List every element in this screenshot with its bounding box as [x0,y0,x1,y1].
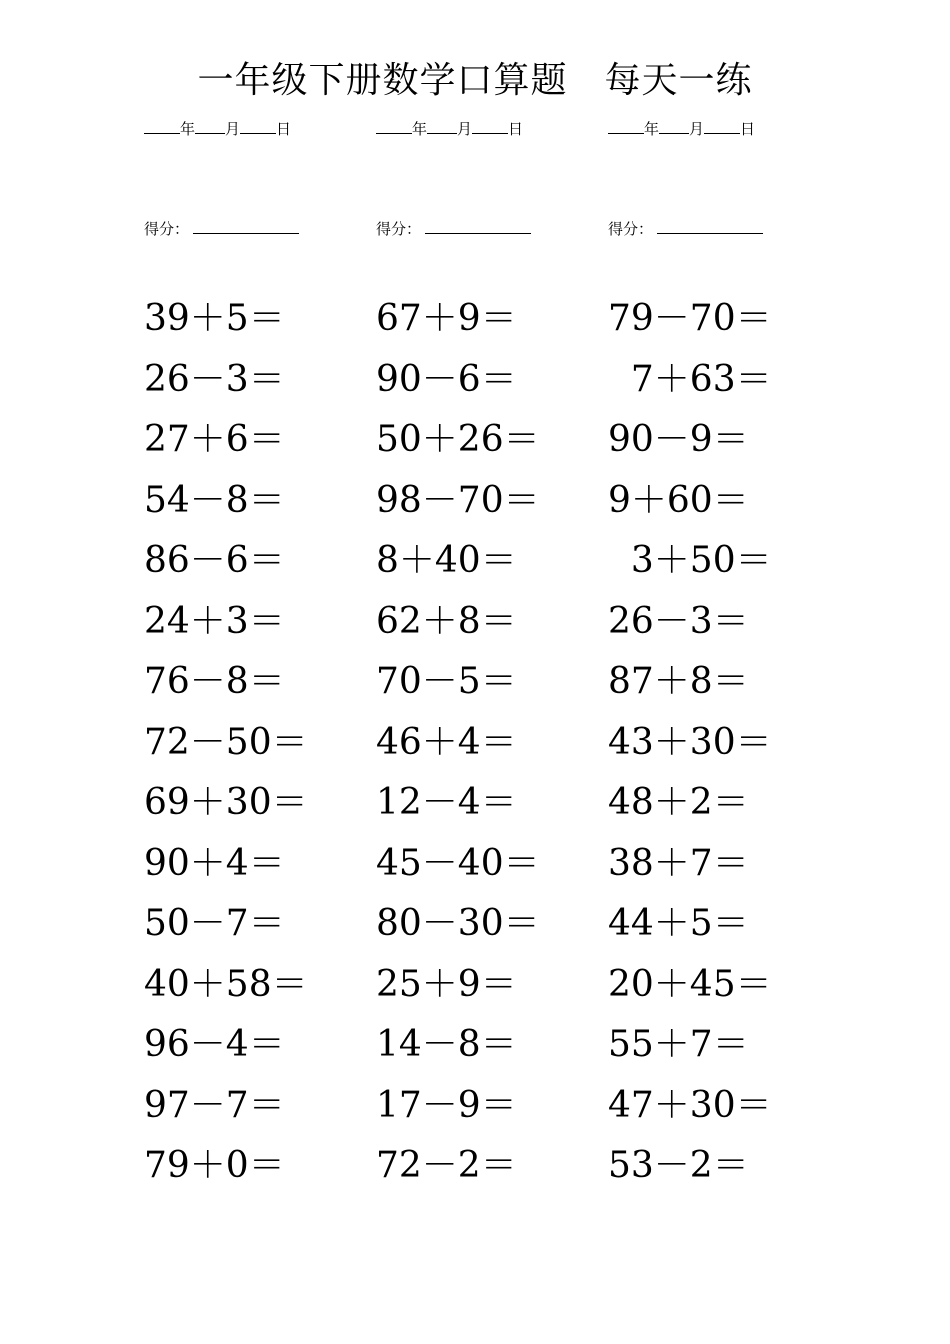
day-label: 日 [740,120,756,138]
problem-list [608,289,772,1197]
problem-item: 38＋7＝ [608,842,749,884]
month-label: 月 [689,120,705,138]
problem-item: 45－40＝ [376,842,540,884]
problem-item: 79＋0＝ [144,1145,285,1186]
score-label: 得分： [376,220,422,238]
problem-item: 67＋9＝ [376,298,517,339]
problem-item: 70－5＝ [376,661,517,702]
problem-item: 12－4＝ [376,782,517,823]
month-blank [659,119,689,134]
score-line [376,218,531,239]
problem-item: 26－3＝ [608,600,749,642]
problem-item: 96－4＝ [144,1024,285,1065]
problem-item: 53－2＝ [608,1145,749,1186]
problem-item: 97－7＝ [144,1084,285,1126]
problem-item: 44＋5＝ [608,903,749,944]
problem-item: 9＋60＝ [608,479,749,521]
problem-item: 27＋6＝ [144,419,285,460]
problem-item: 47＋30＝ [608,1084,772,1126]
problem-item: 3＋50＝ [608,540,772,581]
problem-item: 98－70＝ [376,479,540,521]
problem-item: 7＋63＝ [608,358,772,400]
year-blank [376,119,412,134]
problem-item: 54－8＝ [144,479,285,521]
problem-item: 26－3＝ [144,358,285,400]
day-blank [472,119,508,134]
score-label: 得分： [144,220,190,238]
score-line [144,218,299,239]
problem-item: 24＋3＝ [144,600,285,642]
month-label: 月 [225,120,241,138]
problem-item: 20＋45＝ [608,963,772,1005]
year-label: 年 [180,120,196,138]
day-label: 日 [508,120,524,138]
problem-item: 72－2＝ [376,1145,517,1186]
problem-item: 17－9＝ [376,1084,517,1126]
year-blank [144,119,180,134]
day-label: 日 [276,120,292,138]
problem-item: 8＋40＝ [376,540,517,581]
score-blank [657,219,763,234]
year-label: 年 [412,120,428,138]
year-blank [608,119,644,134]
problem-item: 90－6＝ [376,358,517,400]
problem-item: 40＋58＝ [144,963,308,1005]
problem-item: 14－8＝ [376,1024,517,1065]
problem-item: 46＋4＝ [376,721,517,763]
problem-item: 25＋9＝ [376,963,517,1005]
problem-item: 55＋7＝ [608,1024,749,1065]
score-blank [193,219,299,234]
problem-item: 86－6＝ [144,540,285,581]
problem-item: 90＋4＝ [144,842,285,884]
problem-item: 69＋30＝ [144,782,308,823]
problem-item: 79－70＝ [608,298,772,339]
problem-item: 50＋26＝ [376,419,540,460]
score-blank [425,219,531,234]
day-blank [704,119,740,134]
year-label: 年 [644,120,660,138]
problem-item: 50－7＝ [144,903,285,944]
problem-item: 43＋30＝ [608,721,772,763]
problem-item: 48＋2＝ [608,782,749,823]
problem-item: 87＋8＝ [608,661,749,702]
problem-item: 72－50＝ [144,721,308,763]
date-line [144,118,291,139]
problem-item: 80－30＝ [376,903,540,944]
date-line [608,118,755,139]
score-line [608,218,763,239]
problem-item: 90－9＝ [608,419,749,460]
date-line [376,118,523,139]
day-blank [240,119,276,134]
problem-item: 39＋5＝ [144,298,285,339]
month-label: 月 [457,120,473,138]
score-label: 得分： [608,220,654,238]
month-blank [427,119,457,134]
problem-item: 62＋8＝ [376,600,517,642]
month-blank [195,119,225,134]
page-title: 一年级下册数学口算题 每天一练 [197,60,753,101]
problem-list [376,289,540,1197]
problem-item: 76－8＝ [144,661,285,702]
problem-list [144,289,308,1197]
